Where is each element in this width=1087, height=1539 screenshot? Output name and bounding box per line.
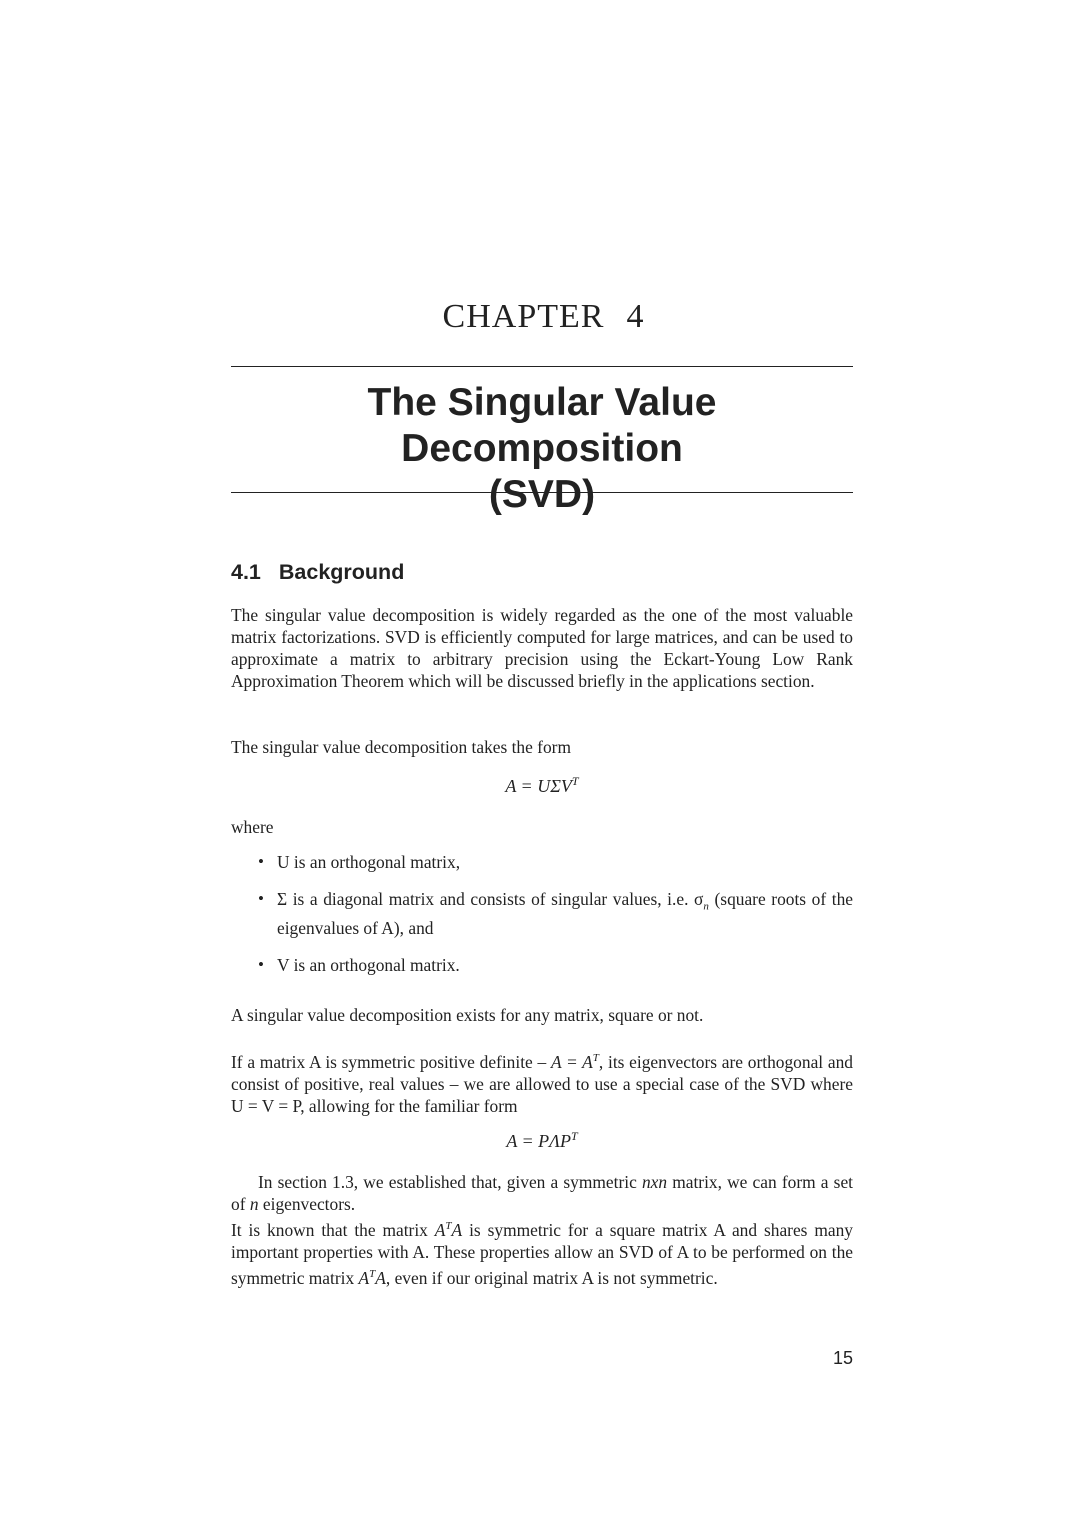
equation-svd-body: A = UΣV	[505, 776, 572, 796]
p6-ata1-sup: T	[445, 1220, 452, 1232]
bullet-2-text: Σ is a diagonal matrix and consists of singular values, i.e. σ	[277, 889, 704, 909]
bullet-2-rest: (square roots of the eigenvalues of A), and	[277, 889, 853, 939]
equation-svd-sup: T	[571, 774, 579, 788]
bullet-dot: •	[258, 852, 264, 871]
p6-ata1-b: A	[451, 1219, 463, 1240]
p5-part-c: eigenvectors.	[258, 1194, 356, 1214]
p6-part-c: , even if our original matrix A is not symmetric.	[385, 1267, 718, 1288]
chapter-word: CHAPTER	[442, 298, 605, 335]
list-item	[231, 851, 853, 873]
p4-part-a: If a matrix A is symmetric positive definite –	[231, 1051, 551, 1072]
equation-eig-body: A = PΛP	[506, 1131, 571, 1151]
paragraph-5-text	[231, 1171, 853, 1215]
bottom-rule	[231, 492, 853, 493]
p6-ata2-b: A	[375, 1267, 386, 1288]
equation-svd	[231, 774, 853, 797]
equation-eig-sup: T	[571, 1129, 578, 1143]
paragraph-6-text	[231, 1215, 853, 1289]
top-rule	[231, 366, 853, 367]
bullet-dot: •	[258, 955, 264, 975]
p6-part-a: It is known that the matrix	[231, 1219, 435, 1240]
bullet-1-text: U is an orthogonal matrix,	[277, 852, 461, 872]
p4-equation: A = A	[550, 1051, 593, 1072]
paragraph-5	[231, 1171, 853, 1289]
p6-ata2: A	[358, 1267, 370, 1288]
chapter-title-line1: The Singular Value Decomposition	[367, 381, 717, 470]
where-label	[231, 816, 853, 838]
chapter-number: 4	[626, 298, 645, 335]
paragraph-3	[231, 1004, 853, 1026]
bullet-3-text: V is an orthogonal matrix.	[277, 955, 460, 976]
paragraph-4	[231, 1047, 853, 1117]
where-text: where	[231, 817, 274, 837]
paragraph-3-text: A singular value decomposition exists for any matrix, square or not.	[231, 1005, 704, 1025]
section-heading	[231, 560, 404, 585]
bullet-list	[231, 851, 853, 976]
p4-equation-sup: T	[592, 1052, 599, 1064]
page-number: 15	[832, 1348, 853, 1368]
p5-n: n	[249, 1194, 259, 1214]
paragraph-2-text: The singular value decomposition takes the form	[231, 737, 571, 757]
chapter-title-line2: (SVD)	[488, 473, 596, 516]
p5-part-a: In section 1.3, we established that, given a symmetric	[258, 1172, 642, 1192]
p5-part-b: matrix, we can form a set of	[231, 1172, 853, 1214]
chapter-title	[231, 380, 853, 518]
list-item	[231, 954, 853, 976]
paragraph-2	[231, 736, 853, 758]
p4-part-b: , its eigenvectors are orthogonal and consist of positive, real values – we are allowed to use a special case of the SVD where U = V = P, allowing for the familiar form	[231, 1051, 853, 1116]
paragraph-1-text: The singular value decomposition is widely regarded as the one of the most valuable matrix factorizations. SVD is efficiently computed for large matrices, and can be used to approximate a matrix to arbitrary precision using the Eckart-Young Low Rank Approximation Theorem which will be discussed briefly in the applications section.	[231, 605, 853, 691]
section-title: Background	[278, 560, 405, 584]
chapter-label	[0, 298, 1087, 336]
paragraph-4-text	[231, 1047, 853, 1117]
p6-ata1: A	[434, 1219, 446, 1240]
bullet-dot: •	[258, 889, 264, 908]
p5-nxn: nxn	[641, 1172, 668, 1192]
sigma-subscript: n	[703, 900, 709, 913]
paragraph-1	[231, 604, 853, 692]
list-item	[231, 888, 853, 939]
equation-eig	[231, 1129, 853, 1152]
section-number: 4.1	[231, 560, 261, 584]
p6-part-b: is symmetric for a square matrix A and shares many important properties with A. These properties allow an SVD of A to be performed on the symmetric matrix	[231, 1219, 853, 1288]
p6-ata2-sup: T	[369, 1267, 376, 1280]
